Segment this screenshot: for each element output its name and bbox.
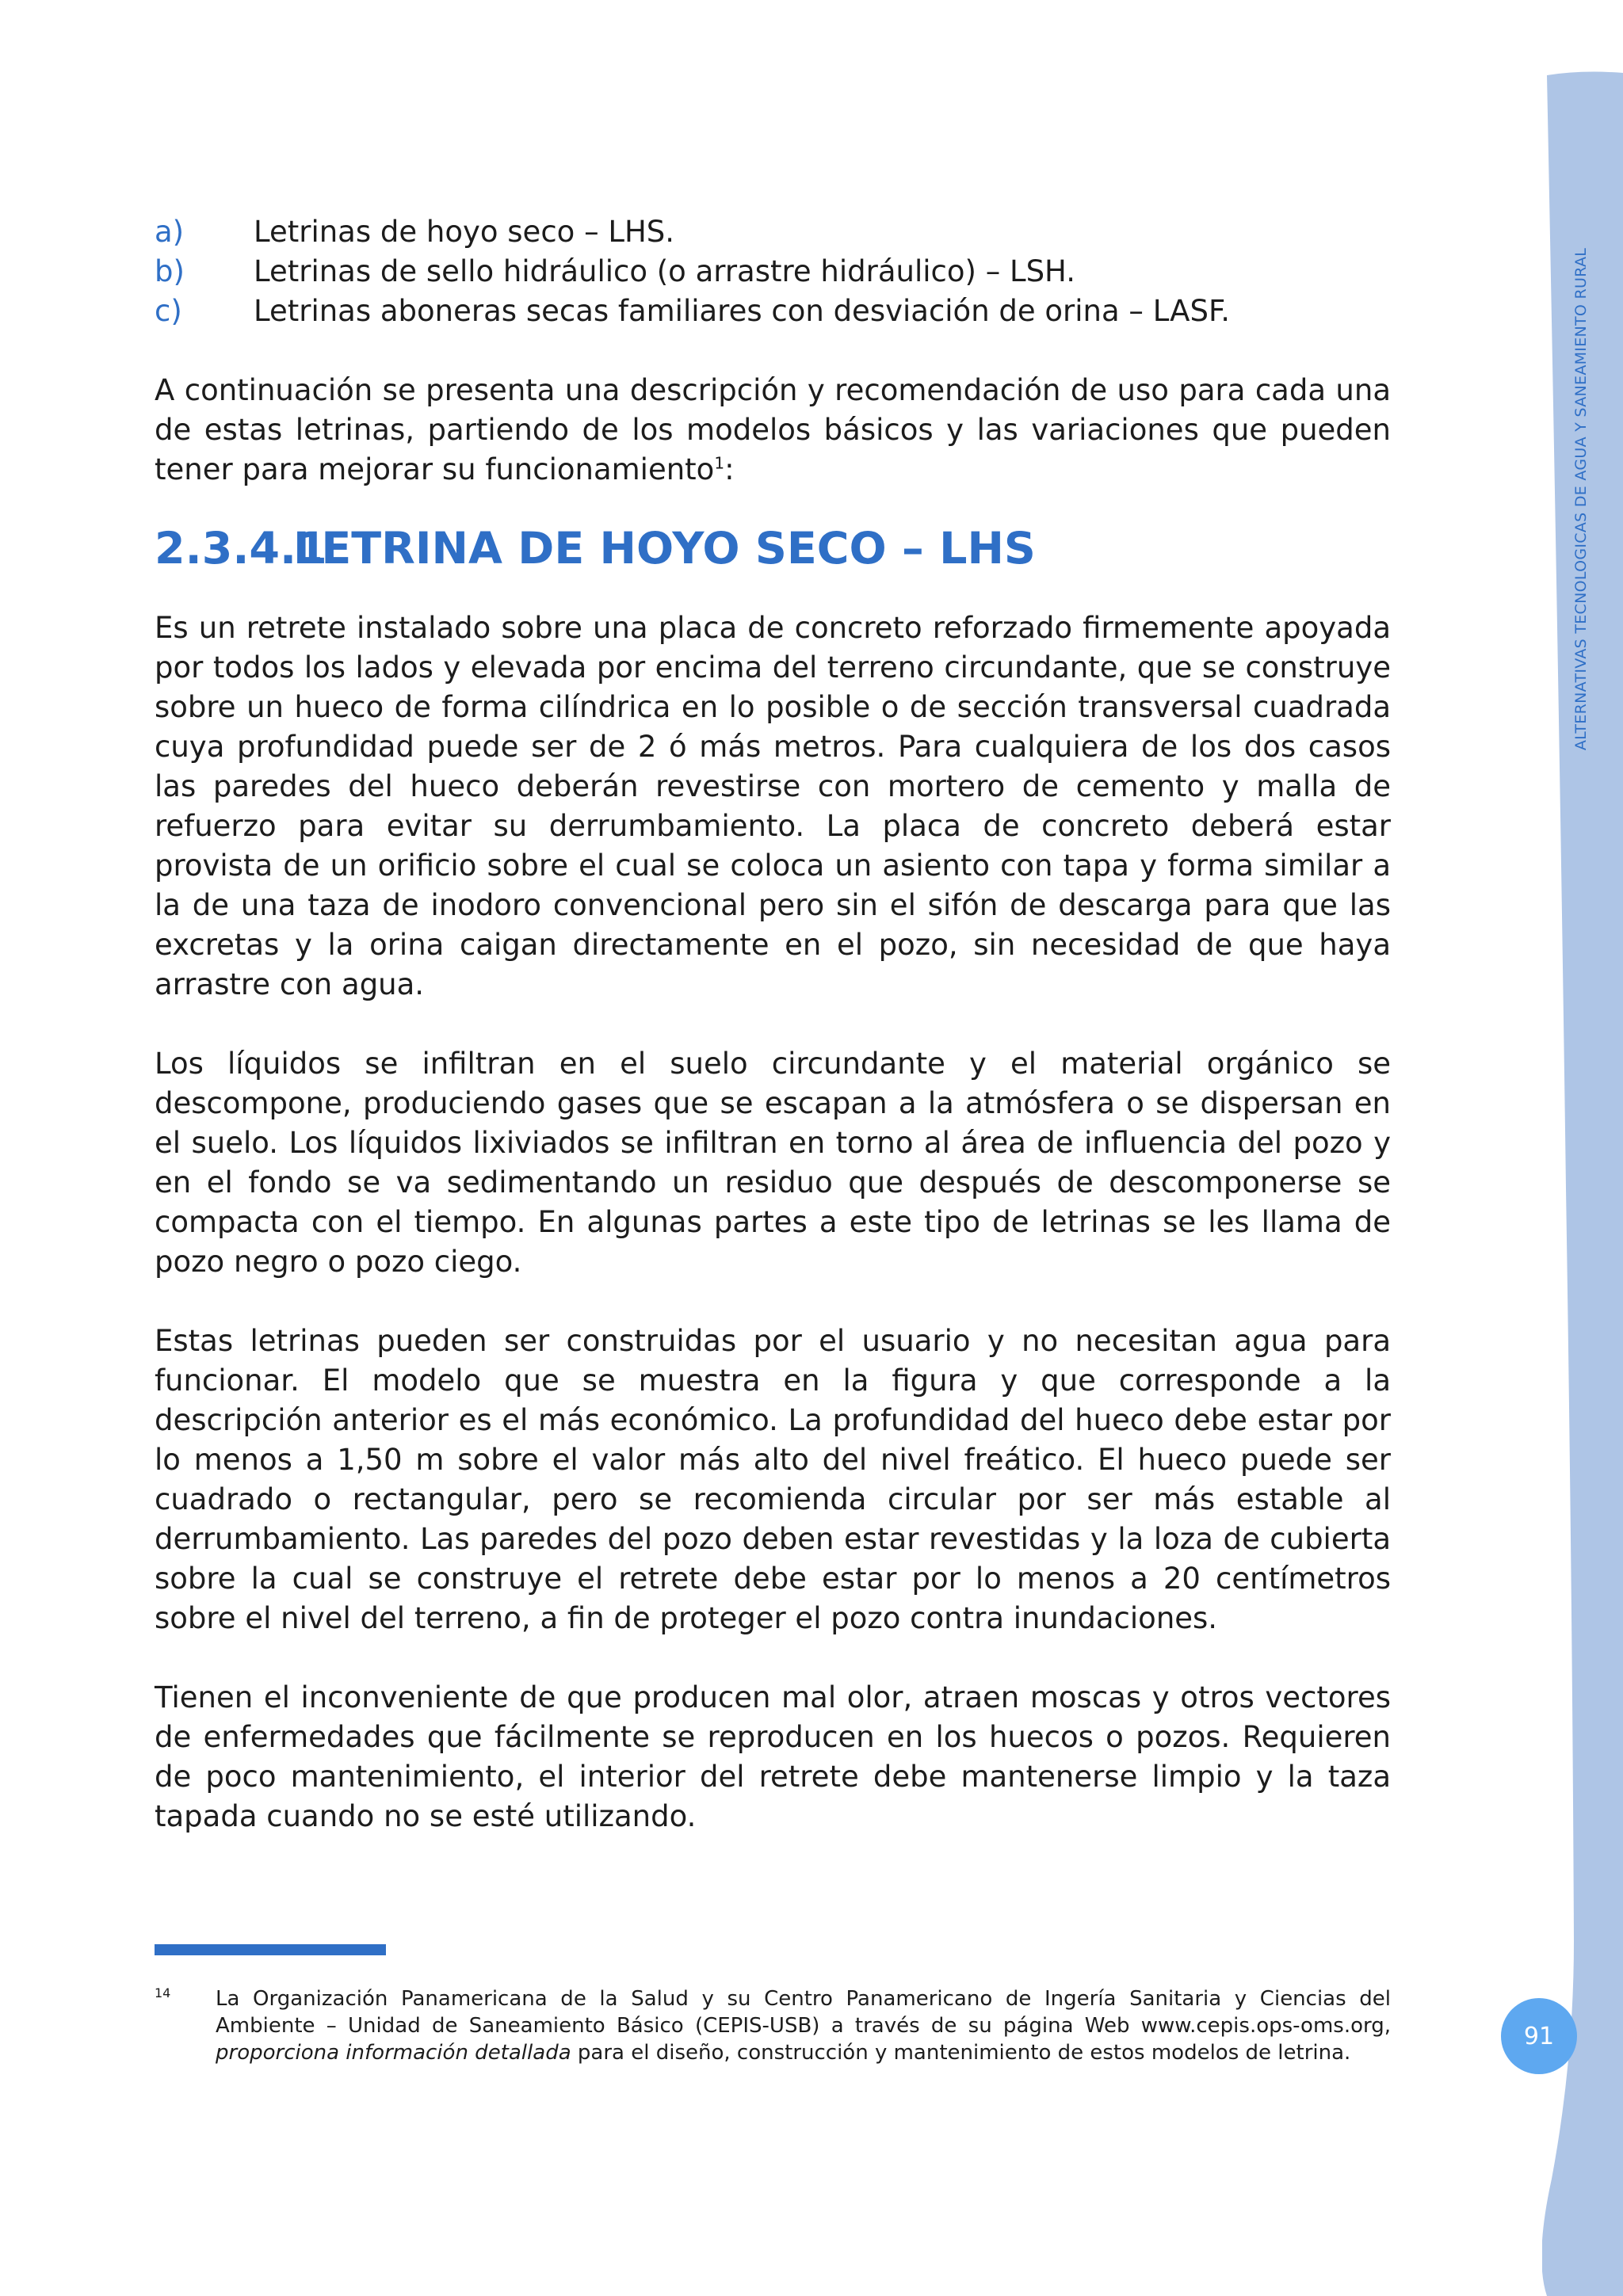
footnote [155,1985,1391,2066]
list-marker: c) [155,294,182,328]
section-number: 2.3.4.1 [155,523,327,574]
list-item [155,252,1391,292]
list-item [155,292,1391,331]
list-marker: b) [155,254,185,288]
footnote-reference: 1 [714,453,725,473]
section-heading [155,523,1391,574]
list-marker: a) [155,215,185,249]
page-number-badge [1501,1998,1577,2074]
page-content [155,212,1391,1836]
list-item [155,212,1391,252]
body-paragraph: Es un retrete instalado sobre una placa de concreto reforzado firmemente apoyada por todos los lados y elevada por encima del terreno circundante, que se construye sobre un hueco de forma cilíndrica en lo posible o de sección transversal cuadrada cuya profundidad puede ser de 2 ó más metros. Para cualquiera de los dos casos las paredes del hueco deberán revestirse con mortero de cemento y malla de refuerzo para evitar su derrumbamiento. La placa de concreto deberá estar provista de un orificio sobre el cual se coloca un asiento con tapa y forma similar a la de una taza de inodoro convencional pero sin el sifón de descarga para que las excretas y la orina caigan directamente en el pozo, sin necesidad de que haya arrastre con agua. [155,611,1391,1001]
footnote-number: 14 [155,1985,171,2000]
body-paragraph: Tienen el inconveniente de que producen mal olor, atraen moscas y otros vectores de enfermedades que fácilmente se reproducen en los huecos o pozos. Requieren de poco mantenimiento, el interior del retrete debe mantenerse limpio y la taza tapada cuando no se esté utilizando. [155,1680,1391,1833]
body-paragraph: Estas letrinas pueden ser construidas por el usuario y no necesitan agua para funcionar. El modelo que se muestra en la figura y que corresponde a la descripción anterior es el más económico. La profundidad del hueco debe estar por lo menos a 1,50 m sobre el valor más alto del nivel freático. El hueco puede ser cuadrado o rectangular, pero se recomienda circular por ser más estable al derrumbamiento. Las paredes del pozo deben estar revestidas y la loza de cubierta sobre la cual se construye el retrete debe estar por lo menos a 20 centímetros sobre el nivel del terreno, a fin de proteger el pozo contra inundaciones. [155,1324,1391,1635]
intro-paragraph: A continuación se presenta una descripción y recomendación de uso para cada una de estas letrinas, partiendo de los modelos básicos y las variaciones que pueden tener para mejorar su funcionamiento$^1$: [155,373,1391,486]
footnote-text: La Organización Panamericana de la Salud y su Centro Panamericano de Ingería Sanitaria y Ciencias del Ambiente – Unidad de Saneamiento Básico (CEPIS-USB) a través de su página Web www.cepis.ops-oms.org, proporciona información detallada para el diseño, construcción y mantenimiento de estos modelos de letrina. [216,1987,1391,2065]
page-number: 91 [1523,2022,1555,2050]
section-title: LETRINA DE HOYO SECO – LHS [293,523,1036,574]
body-paragraph: Los líquidos se infiltran en el suelo circundante y el material orgánico se descompone, produciendo gases que se escapan a la atmósfera o se dispersan en el suelo. Los líquidos lixiviados se infiltran en torno al área de influencia del pozo y en el fondo se va sedimentando un residuo que después de descomponerse se compacta con el tiempo. En algunas partes a este tipo de letrinas se les llama de pozo negro o pozo ciego. [155,1047,1391,1279]
footnote-divider [155,1944,386,1955]
list-item-text: Letrinas de hoyo seco – LHS. [254,215,675,249]
list-item-text: Letrinas aboneras secas familiares con desviación de orina – LASF. [254,294,1231,328]
list-item-text: Letrinas de sello hidráulico (o arrastre hidráulico) – LSH. [254,254,1075,288]
